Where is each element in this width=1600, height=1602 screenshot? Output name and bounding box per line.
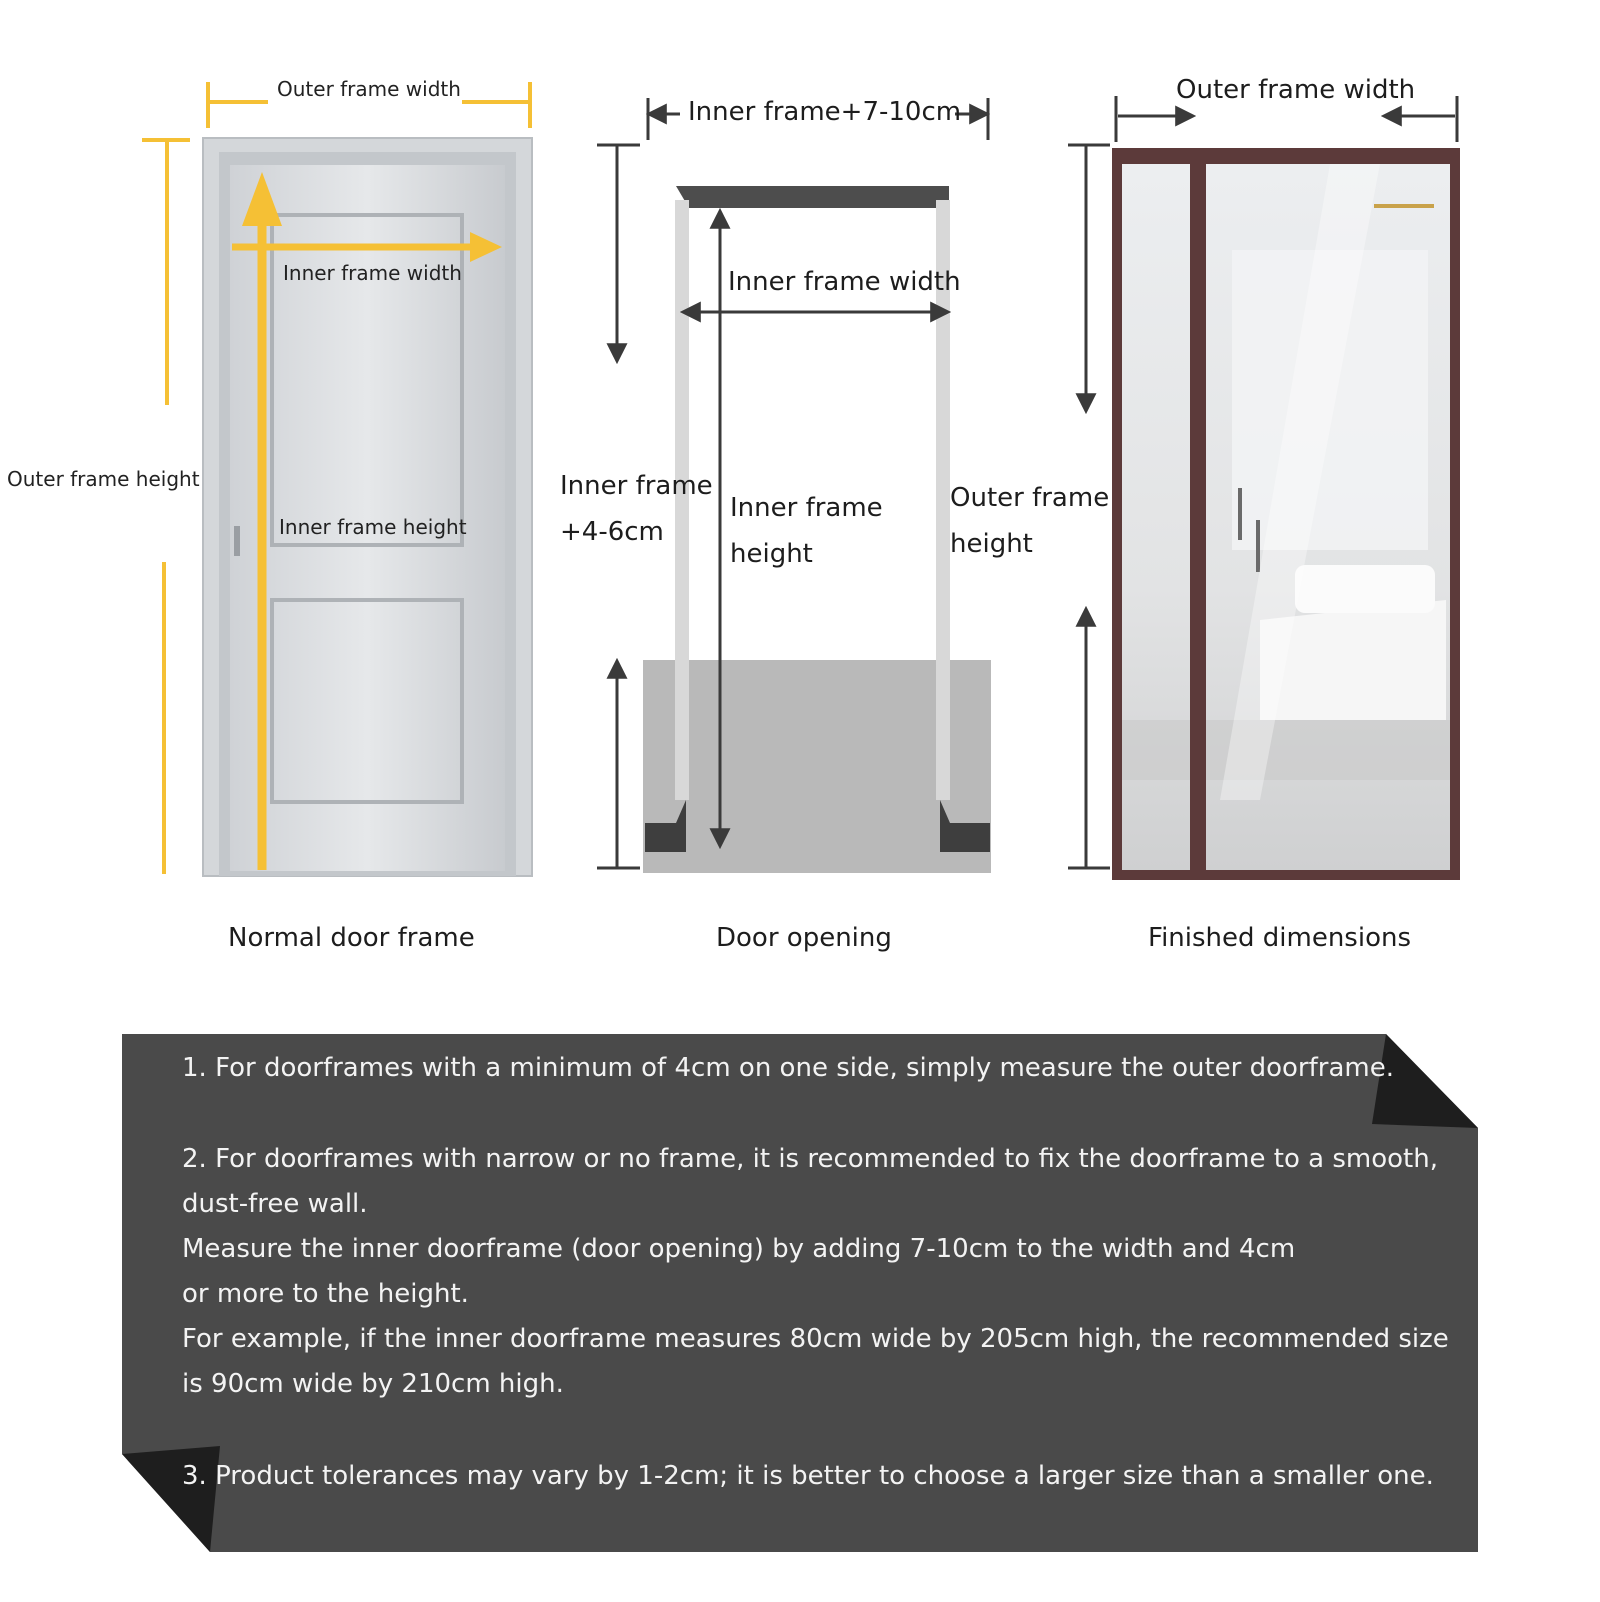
label-finished-outer-height-line1: Outer frame xyxy=(950,483,1110,513)
opening-top-jamb xyxy=(676,186,949,208)
note-line-5: or more to the height. xyxy=(182,1279,469,1309)
room-pillows xyxy=(1295,565,1435,613)
label-outer-frame-height: Outer frame height xyxy=(7,467,200,491)
label-inner-frame-plus-4-6-line2: +4-6cm xyxy=(560,517,664,547)
caption-normal-door-frame: Normal door frame xyxy=(228,923,475,953)
outer-height-dimension xyxy=(142,140,190,874)
label-inner-frame-plus-4-6-line1: Inner frame xyxy=(560,471,713,501)
door-handle xyxy=(234,526,240,556)
caption-finished-dimensions: Finished dimensions xyxy=(1148,923,1412,953)
magnet-strip xyxy=(1374,204,1434,208)
label-opening-inner-height-line1: Inner frame xyxy=(730,493,883,523)
label-opening-inner-width: Inner frame width xyxy=(728,267,961,297)
label-finished-outer-width: Outer frame width xyxy=(1176,75,1416,105)
opening-left-dimension xyxy=(597,145,640,868)
label-inner-frame-plus-7-10cm: Inner frame+7-10cm xyxy=(688,97,962,127)
note-line-2: 2. For doorframes with narrow or no frame, it is recommended to fix the doorframe to a smooth, xyxy=(182,1144,1438,1174)
label-inner-frame-width: Inner frame width xyxy=(283,261,462,285)
note-line-1: 1. For doorframes with a minimum of 4cm on one side, simply measure the outer doorframe. xyxy=(182,1053,1394,1083)
panel-normal-door xyxy=(142,82,532,876)
note-line-7: is 90cm wide by 210cm high. xyxy=(182,1369,564,1399)
caption-door-opening: Door opening xyxy=(716,923,892,953)
label-finished-outer-height-line2: height xyxy=(950,529,1033,559)
label-outer-frame-width: Outer frame width xyxy=(277,77,461,101)
note-line-4: Measure the inner doorframe (door opening) by adding 7-10cm to the width and 4cm xyxy=(182,1234,1296,1264)
note-line-6: For example, if the inner doorframe measures 80cm wide by 205cm high, the recommended size xyxy=(182,1324,1449,1354)
notes-panel xyxy=(122,1034,1478,1552)
note-line-3: dust-free wall. xyxy=(182,1189,368,1219)
note-line-8: 3. Product tolerances may vary by 1-2cm; it is better to choose a larger size than a smaller one. xyxy=(182,1461,1434,1491)
room-rug-left xyxy=(1122,720,1190,780)
room-handle-2 xyxy=(1256,520,1260,572)
label-opening-inner-height-line2: height xyxy=(730,539,813,569)
label-inner-frame-height: Inner frame height xyxy=(279,515,467,539)
panel-finished xyxy=(1068,96,1460,880)
room-handle-1 xyxy=(1238,488,1242,540)
